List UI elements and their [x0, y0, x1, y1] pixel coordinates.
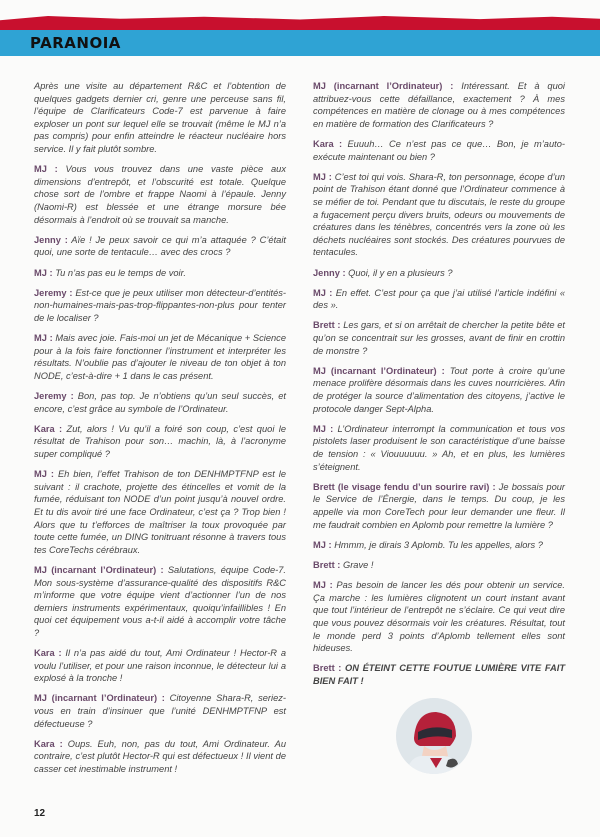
dialogue-text: Hmmm, je dirais 3 Aplomb. Tu les appelles, alors ?: [331, 539, 543, 550]
speaker-label: Brett (le visage fendu d’un sourire ravi) :: [313, 481, 496, 492]
speaker-label: MJ :: [313, 539, 332, 550]
speaker-label: Jeremy :: [34, 287, 73, 298]
dialogue-text: Oups. Euh, non, pas du tout, Ami Ordinateur. Au contraire, c’est plutôt Hector-R qui est défectueux ! Il vient de casser cet inestimable instrument !: [34, 738, 286, 775]
dialogue-text: C’est toi qui vois. Shara-R, ton personnage, écope d’un point de Trahison étant donné que l’Ordinateur commence à se méfier de toi. Pendant que tu discutais, le reste du groupe a fugacement perçu divers bruits, odeurs ou mouvements de créatures dans les ténèbres, concentrés vers la zone où les déchets nucléaires sont stockés. Des créatures pourvues de tentacules.: [313, 171, 565, 258]
speaker-label: MJ :: [313, 171, 332, 182]
dialogue-paragraph: [313, 662, 565, 687]
speaker-label: Kara :: [34, 648, 62, 659]
right-column: [313, 80, 565, 695]
dialogue-paragraph: [34, 80, 286, 156]
dialogue-text: Bon, pas top. Je n’obtiens qu’un seul succès, et encore, c’est grâce au symbole de l’Ordinateur.: [34, 391, 286, 414]
dialogue-text: Après une visite au département R&C et l’obtention de quelques gadgets dernier cri, genre une perceuse sans fil, l’équipe de Clarificateurs Code-7 est parvenue à faire exploser un pont sur lequel elle se trouvait (même le MJ n’a pas compris) pour enfin atteindre le réacteur nucléaire hors service. Il y fait plutôt sombre.: [34, 81, 286, 154]
dialogue-paragraph: [313, 579, 565, 655]
dialogue-paragraph: [34, 423, 286, 461]
dialogue-text: ON ÉTEINT CETTE FOUTUE LUMIÈRE VITE FAIT BIEN FAIT !: [313, 663, 565, 686]
speaker-label: MJ (incarnant l’Ordinateur) :: [34, 693, 165, 704]
speaker-label: Kara :: [313, 138, 343, 149]
dialogue-paragraph: [34, 234, 286, 259]
dialogue-text: Je bossais pour le Service de l’Énergie, dans le temps. Du coup, je les appelle via mon CoreTech pour leur demander une fleur. Il me faudrait combien en Aplomb pour remettre la lumière ?: [313, 481, 566, 530]
dialogue-text: Pas besoin de lancer les dés pour obtenir un service. Ça marche : les lumières clignotent un court instant avant que tout l’intérieur de l’entrepôt ne s’éclaire. Ce qui veut dire que vous pouvez désormais voir les créatures. Résultat, tout le monde perd 3 points d’Aplomb tellement elles sont hideuses.: [313, 580, 565, 654]
dialogue-paragraph: [313, 559, 565, 572]
dialogue-paragraph: [313, 138, 565, 163]
speaker-label: Jenny :: [34, 234, 68, 245]
speaker-label: MJ :: [34, 469, 54, 480]
dialogue-paragraph: [313, 539, 565, 552]
dialogue-paragraph: [34, 287, 286, 325]
dialogue-text: Eh bien, l’effet Trahison de ton DENHMPTFNP est le suivant : il crachote, projette des étincelles et vomit de la fumée, réduisant ton NODE d’un point jusqu’à nouvel ordre. Et tu dis avoir tiré une face Ordinateur, c’est ça ? Trop bien ! Alors que tu t’efforces de maîtriser la toux provoquée par toute cette fumée, un DING tonitruant résonne à travers tous tes CoreTechs cérébraux.: [34, 469, 286, 555]
dialogue-paragraph: [313, 481, 565, 531]
dialogue-paragraph: [313, 365, 565, 415]
dialogue-text: Les gars, et si on arrêtait de chercher la petite bête et qu’on se concentrait sur les grosses, avant de finir en crottin de monstre ?: [313, 320, 565, 356]
dialogue-text: Aïe ! Je peux savoir ce qui m’a attaquée ? C’était quoi, une sorte de tentacule… avec des crocs ?: [34, 234, 286, 258]
character-portrait-illustration: [396, 698, 472, 774]
dialogue-text: Quoi, il y en a plusieurs ?: [345, 267, 453, 278]
dialogue-text: Zut, alors ! Vu qu’il a foiré son coup, c’est quoi le résultat de Trahison pour son… machin, là, à l’acronyme super compliqué ?: [34, 423, 286, 459]
dialogue-paragraph: [313, 287, 565, 312]
dialogue-paragraph: [34, 738, 286, 776]
speaker-label: MJ :: [34, 164, 58, 175]
dialogue-text: Citoyenne Shara-R, seriez-vous en train d’insinuer que l’unité DENHMPTFNP est défectueuse ?: [34, 693, 286, 729]
speaker-label: MJ :: [313, 423, 334, 434]
dialogue-paragraph: [313, 80, 565, 130]
dialogue-paragraph: [34, 564, 286, 640]
header-red-stripe: [0, 16, 600, 30]
dialogue-paragraph: [34, 390, 286, 415]
dialogue-text: Intéressant. Et à quoi attribuez-vous cette défaillance, exactement ? À mes compétences en matière de clonage ou à mes compétences en matière de formation des Clarificateurs ?: [313, 81, 565, 129]
speaker-label: Brett :: [313, 559, 341, 570]
dialogue-text: Euuuh… Ce n’est pas ce que… Bon, je m’auto-exécute maintenant ou bien ?: [313, 138, 565, 162]
dialogue-text: L’Ordinateur interrompt la communication et tous vos pistolets laser produisent le son caractéristique d’une baisse de tension : « Viouuuuuu. » Ah, et en plus, les lumières s’éteignent.: [313, 423, 565, 472]
speaker-label: MJ :: [313, 580, 333, 591]
dialogue-text: Mais avec joie. Fais-moi un jet de Mécanique + Science pour à la fois faire fonctionner l’instrument et interpréter les résultats. N’oublie pas d’ajouter le niveau de ton objet à ton NODE, c’est-à-dire + 1 dans le cas présent.: [34, 333, 286, 381]
speaker-label: Jeremy :: [34, 391, 74, 402]
dialogue-paragraph: [34, 468, 286, 556]
speaker-label: Brett :: [313, 320, 341, 331]
dialogue-text: Il n’a pas aidé du tout, Ami Ordinateur ! Hector-R a voulu l’utiliser, et pour une raison inconnue, le détecteur lui a explosé à la tronche !: [34, 648, 286, 684]
speaker-label: Kara :: [34, 738, 63, 749]
page-number: 12: [34, 808, 46, 819]
dialogue-text: Est-ce que je peux utiliser mon détecteur-d’entités-non-humaines-mais-pas-trop-flippantes-non-plus pour tenter de le localiser ?: [34, 287, 287, 323]
speaker-label: Jenny :: [313, 267, 346, 278]
dialogue-text: Vous vous trouvez dans une vaste pièce aux dimensions d’entrepôt, et l’obscurité est totale. Quelque chose sort de l’ombre et frappe Naomi à l’épaule. Jenny (Naomi-R) est blessée et une étrange morsure bée désormais à l’endroit où se trouvait sa manche.: [34, 164, 286, 225]
paranoia-logo: PARANOIA: [30, 34, 121, 52]
speaker-label: MJ :: [34, 267, 53, 278]
speaker-label: MJ :: [313, 287, 333, 298]
dialogue-paragraph: [313, 423, 565, 473]
dialogue-paragraph: [34, 267, 286, 280]
dialogue-paragraph: [34, 163, 286, 226]
speaker-label: Brett :: [313, 663, 342, 674]
dialogue-paragraph: [313, 267, 565, 280]
dialogue-paragraph: [313, 319, 565, 357]
dialogue-paragraph: [34, 332, 286, 382]
speaker-label: Kara :: [34, 423, 63, 434]
speaker-label: MJ :: [34, 333, 53, 344]
dialogue-paragraph: [34, 692, 286, 730]
dialogue-text: Tout porte à croire qu’une menace prolifère désormais dans les cuves nourricières. Afin de protéger la source d’alimentation des citoyens, j’active le protocole danger Sept-Alpha.: [313, 365, 565, 414]
left-column: [34, 80, 286, 783]
dialogue-text: Tu n’as pas eu le temps de voir.: [52, 267, 186, 278]
dialogue-paragraph: [313, 171, 565, 259]
dialogue-paragraph: [34, 647, 286, 685]
dialogue-text: Salutations, équipe Code-7. Mon sous-système d’assurance-qualité des dispositifs R&C m’informe que votre équipe vient d’actionner l’un de nos derniers instruments expérimentaux, quoiqu’infaillibles ! En quoi cet équipement vous a-t-il aidé à accomplir votre tâche ?: [34, 564, 286, 638]
speaker-label: MJ (incarnant l’Ordinateur) :: [34, 564, 164, 575]
speaker-label: MJ (incarnant l’Ordinateur) :: [313, 81, 454, 91]
speaker-label: MJ (incarnant l’Ordinateur) :: [313, 365, 445, 376]
dialogue-text: Grave !: [340, 559, 374, 570]
dialogue-text: En effet. C’est pour ça que j’ai utilisé l’article indéfini « des ».: [313, 287, 565, 311]
